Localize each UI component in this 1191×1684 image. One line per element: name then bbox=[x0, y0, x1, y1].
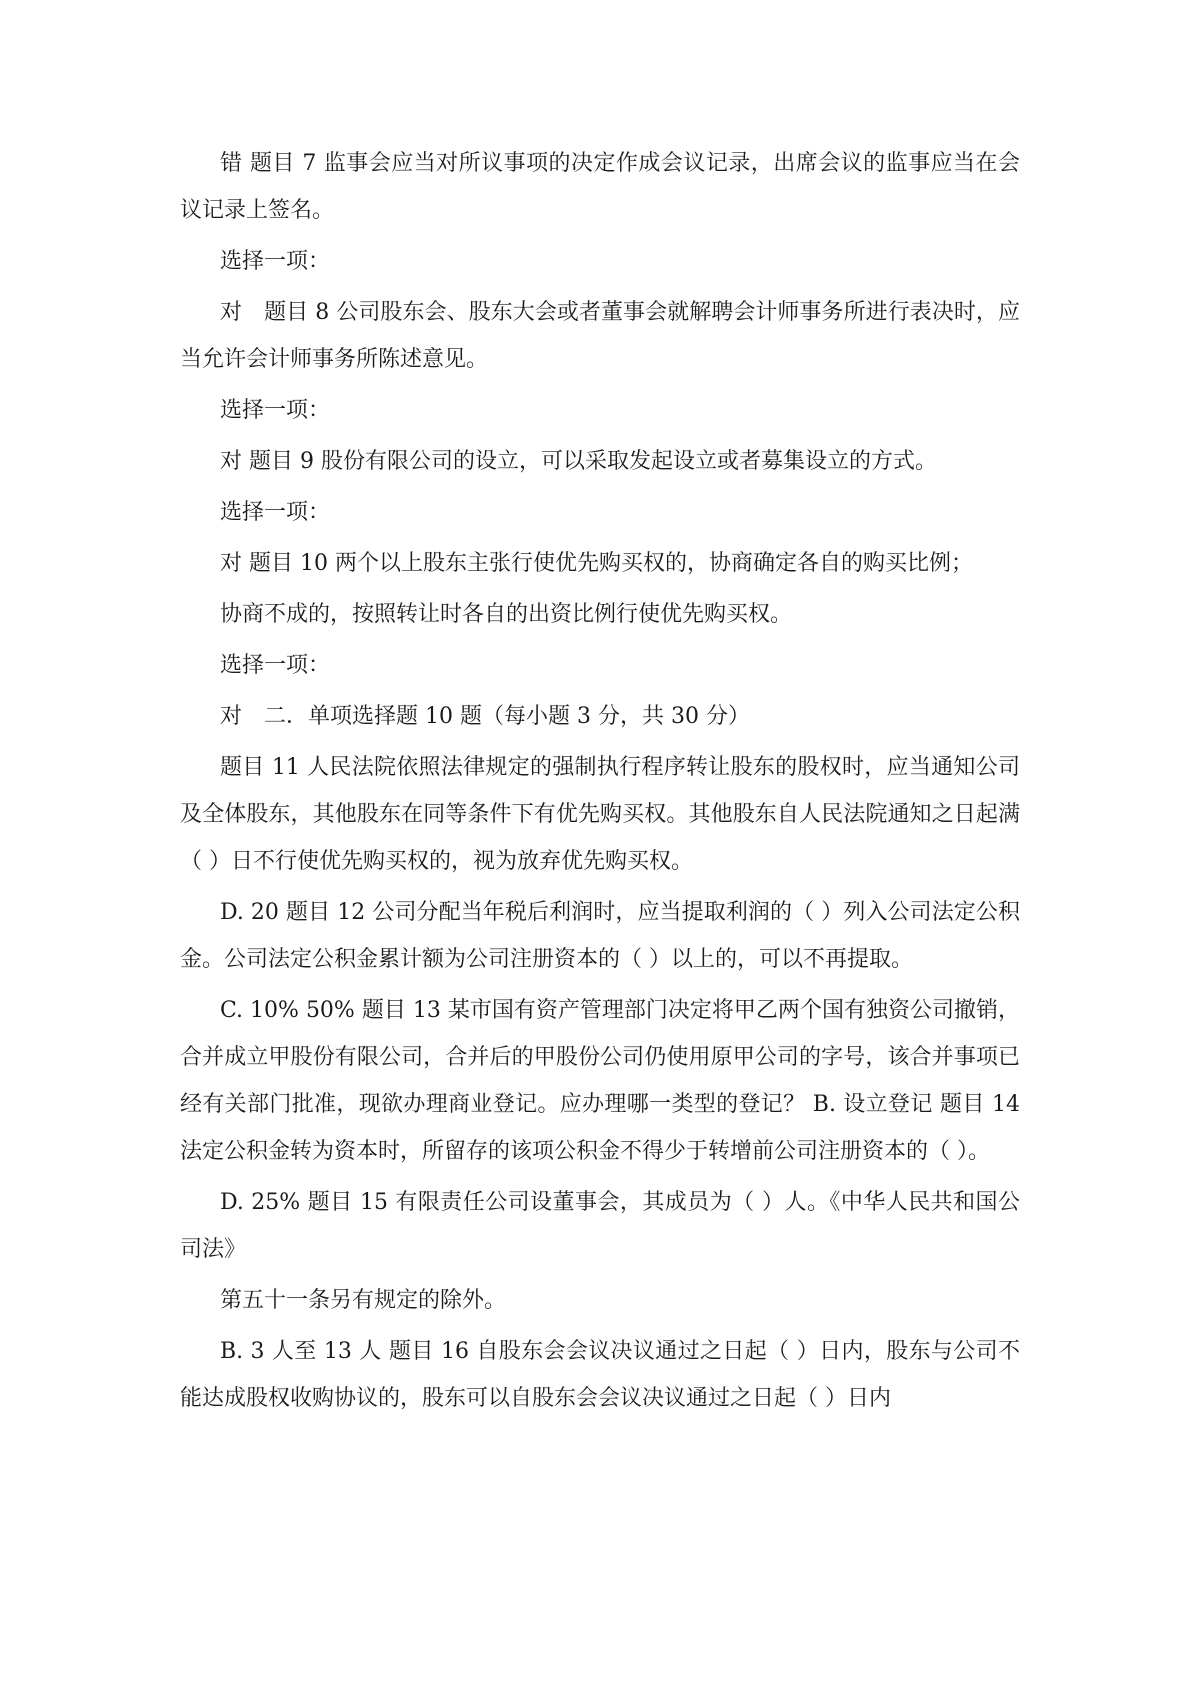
paragraph-q11: 题目 11 人民法院依照法律规定的强制执行程序转让股东的股权时，应当通知公司及全体股东，其他股东在同等条件下有优先购买权。其他股东自人民法院通知之日起满（ ）日不行使优先购买权的，视为放弃优先购买权。 bbox=[180, 755, 1020, 874]
paragraph-section-heading: 对 二．单项选择题 10 题（每小题 3 分，共 30 分） bbox=[220, 704, 750, 729]
paragraph-q8: 对 题目 8 公司股东会、股东大会或者董事会就解聘会计师事务所进行表决时，应当允许会计师事务所陈述意见。 bbox=[180, 300, 1020, 372]
paragraph-q15: D. 25% 题目 15 有限责任公司设董事会，其成员为（ ）人。《中华人民共和国公司法》 bbox=[180, 1190, 1020, 1262]
paragraph-q9: 对 题目 9 股份有限公司的设立，可以采取发起设立或者募集设立的方式。 bbox=[220, 449, 937, 474]
paragraph-choose-one: 选择一项： bbox=[220, 249, 331, 274]
paragraph-choose-one: 选择一项： bbox=[220, 500, 331, 525]
paragraph-q15-continued: 第五十一条另有规定的除外。 bbox=[220, 1288, 507, 1313]
paragraph-q16: B. 3 人至 13 人 题目 16 自股东会会议决议通过之日起（ ）日内，股东与公司不能达成股权收购协议的，股东可以自股东会会议决议通过之日起（ ）日内 bbox=[180, 1339, 1020, 1411]
paragraph-q12: D. 20 题目 12 公司分配当年税后利润时，应当提取利润的（ ）列入公司法定公积金。公司法定公积金累计额为公司注册资本的（ ）以上的，可以不再提取。 bbox=[180, 900, 1020, 972]
paragraph-q10: 对 题目 10 两个以上股东主张行使优先购买权的，协商确定各自的购买比例； bbox=[220, 551, 973, 576]
paragraph-q10-continued: 协商不成的，按照转让时各自的出资比例行使优先购买权。 bbox=[220, 602, 793, 627]
paragraph-q13-q14: C. 10% 50% 题目 13 某市国有资产管理部门决定将甲乙两个国有独资公司撤销，合并成立甲股份有限公司，合并后的甲股份公司仍使用原甲公司的字号，该合并事项已经有关部门批准，现欲办理商业登记。应办理哪一类型的登记？ B. 设立登记 题目 14 法定公积金转为资本时，所留存的该项公积金不得少于转增前公司注册资本的（ ）。 bbox=[180, 998, 1020, 1164]
paragraph-q7: 错 题目 7 监事会应当对所议事项的决定作成会议记录，出席会议的监事应当在会议记录上签名。 bbox=[180, 151, 1020, 223]
paragraph-choose-one: 选择一项： bbox=[220, 653, 331, 678]
paragraph-choose-one: 选择一项： bbox=[220, 398, 331, 423]
document-body bbox=[180, 140, 1020, 1426]
